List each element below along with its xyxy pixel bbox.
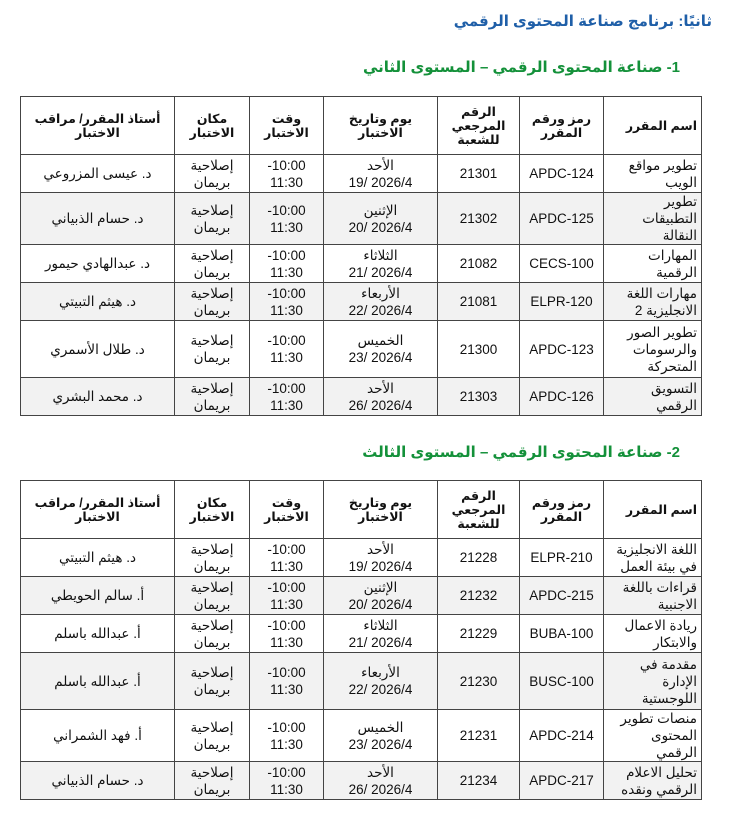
- header-instructor: أستاذ المقرر/ مراقب الاختبار: [21, 97, 175, 155]
- cell-course-code: APDC-126: [520, 378, 604, 416]
- cell-time-end: 11:30: [270, 302, 303, 318]
- cell-date: 21/ 2026/4: [348, 634, 413, 650]
- cell-course-code: APDC-217: [520, 762, 604, 800]
- exam-table-level3: [20, 480, 702, 800]
- cell-time: [250, 710, 324, 762]
- table-row: [21, 710, 702, 762]
- cell-time-end: 11:30: [270, 264, 303, 280]
- cell-date: 26/ 2026/4: [348, 397, 413, 413]
- cell-day: الخميس: [357, 719, 404, 735]
- cell-instructor: د. محمد البشري: [21, 378, 175, 416]
- cell-instructor: أ. فهد الشمراني: [21, 710, 175, 762]
- cell-time-start: -10:00: [267, 665, 306, 680]
- cell-course-name: المهارات الرقمية: [604, 245, 702, 283]
- cell-course-code: APDC-215: [520, 577, 604, 615]
- cell-date: 26/ 2026/4: [348, 781, 413, 797]
- table-row: [21, 321, 702, 378]
- cell-instructor: د. هيثم التبيتي: [21, 283, 175, 321]
- table-row: [21, 378, 702, 416]
- cell-time-start: -10:00: [267, 247, 306, 263]
- cell-course-name: اللغة الانجليزية في بيئة العمل: [604, 539, 702, 577]
- cell-day: الخميس: [357, 333, 404, 348]
- header-day-date: يوم وتاريخ الاختبار: [324, 97, 438, 155]
- cell-course-code: ELPR-120: [520, 283, 604, 321]
- header-course-name: اسم المقرر: [604, 97, 702, 155]
- table-row: [21, 577, 702, 615]
- cell-time: [250, 193, 324, 245]
- section-title: ثانيًا: برنامج صناعة المحتوى الرقمي: [453, 13, 712, 30]
- cell-place: إصلاحية بريمان: [175, 245, 250, 283]
- cell-date: 22/ 2026/4: [348, 302, 413, 318]
- cell-instructor: د. حسام الذبياني: [21, 762, 175, 800]
- cell-place: إصلاحية بريمان: [175, 283, 250, 321]
- cell-course-name: التسويق الرقمي: [604, 378, 702, 416]
- header-ref: الرقم المرجعي للشعبة: [438, 97, 520, 155]
- cell-day-date: [324, 283, 438, 321]
- cell-day-date: [324, 615, 438, 653]
- cell-ref: 21303: [438, 378, 520, 416]
- cell-course-code: APDC-123: [520, 321, 604, 378]
- cell-instructor: د. حسام الذبياني: [21, 193, 175, 245]
- cell-time-start: -10:00: [267, 157, 306, 173]
- header-place: مكان الاختبار: [175, 481, 250, 539]
- cell-ref: 21228: [438, 539, 520, 577]
- cell-course-name: منصات تطوير المحتوى الرقمي: [604, 710, 702, 762]
- cell-date: 23/ 2026/4: [348, 350, 413, 365]
- table-row: [21, 193, 702, 245]
- cell-day-date: [324, 762, 438, 800]
- cell-day-date: [324, 321, 438, 378]
- table-row: [21, 539, 702, 577]
- cell-time-start: -10:00: [267, 333, 306, 348]
- cell-time-start: -10:00: [267, 285, 306, 301]
- cell-place: إصلاحية بريمان: [175, 615, 250, 653]
- cell-time-end: 11:30: [270, 558, 303, 574]
- cell-instructor: أ. عبدالله باسلم: [21, 615, 175, 653]
- table-row: [21, 615, 702, 653]
- table-row: [21, 283, 702, 321]
- cell-day: الإثنين: [363, 579, 398, 595]
- cell-place: إصلاحية بريمان: [175, 378, 250, 416]
- cell-date: 19/ 2026/4: [348, 558, 413, 574]
- cell-instructor: أ. سالم الحويطي: [21, 577, 175, 615]
- cell-course-code: CECS-100: [520, 245, 604, 283]
- cell-date: 22/ 2026/4: [348, 682, 413, 697]
- table-row: [21, 762, 702, 800]
- cell-time: [250, 762, 324, 800]
- cell-time: [250, 155, 324, 193]
- cell-instructor: د. هيثم التبيتي: [21, 539, 175, 577]
- exam-table-level2: [20, 96, 702, 416]
- cell-course-name: مقدمة في الإدارة اللوجستية: [604, 653, 702, 710]
- cell-day: الإثنين: [363, 202, 398, 218]
- cell-instructor: أ. عبدالله باسلم: [21, 653, 175, 710]
- table-header-row: [21, 481, 702, 539]
- cell-day-date: [324, 245, 438, 283]
- cell-time-end: 11:30: [270, 781, 303, 797]
- cell-place: إصلاحية بريمان: [175, 762, 250, 800]
- cell-ref: 21231: [438, 710, 520, 762]
- cell-time-end: 11:30: [270, 174, 303, 190]
- cell-time-start: -10:00: [267, 617, 306, 633]
- cell-time-start: -10:00: [267, 764, 306, 780]
- header-course-code: رمز ورقم المقرر: [520, 97, 604, 155]
- cell-course-code: APDC-125: [520, 193, 604, 245]
- cell-day: الأربعاء: [361, 285, 400, 301]
- cell-instructor: د. طلال الأسمري: [21, 321, 175, 378]
- cell-time: [250, 577, 324, 615]
- cell-ref: 21082: [438, 245, 520, 283]
- cell-ref: 21081: [438, 283, 520, 321]
- table-row: [21, 653, 702, 710]
- cell-course-name: ريادة الاعمال والابتكار: [604, 615, 702, 653]
- cell-place: إصلاحية بريمان: [175, 193, 250, 245]
- cell-time-start: -10:00: [267, 541, 306, 557]
- cell-time: [250, 283, 324, 321]
- header-instructor: أستاذ المقرر/ مراقب الاختبار: [21, 481, 175, 539]
- cell-time-start: -10:00: [267, 579, 306, 595]
- cell-ref: 21300: [438, 321, 520, 378]
- header-ref: الرقم المرجعي للشعبة: [438, 481, 520, 539]
- cell-day: الأحد: [367, 541, 394, 557]
- cell-day-date: [324, 577, 438, 615]
- cell-time-end: 11:30: [270, 397, 303, 413]
- cell-ref: 21301: [438, 155, 520, 193]
- cell-day-date: [324, 378, 438, 416]
- cell-course-name: قراءات باللغة الاجنبية: [604, 577, 702, 615]
- cell-course-code: BUSC-100: [520, 653, 604, 710]
- cell-place: إصلاحية بريمان: [175, 577, 250, 615]
- header-course-code: رمز ورقم المقرر: [520, 481, 604, 539]
- cell-date: 20/ 2026/4: [348, 219, 413, 235]
- cell-day: الأحد: [367, 764, 394, 780]
- cell-course-name: تطوير مواقع الويب: [604, 155, 702, 193]
- header-course-name: اسم المقرر: [604, 481, 702, 539]
- cell-day: الأربعاء: [361, 665, 400, 680]
- cell-day: الثلاثاء: [363, 617, 398, 633]
- header-time: وقت الاختبار: [250, 97, 324, 155]
- cell-day-date: [324, 539, 438, 577]
- cell-time-end: 11:30: [270, 682, 303, 697]
- cell-time-end: 11:30: [270, 736, 303, 752]
- cell-date: 20/ 2026/4: [348, 596, 413, 612]
- cell-ref: 21232: [438, 577, 520, 615]
- cell-place: إصلاحية بريمان: [175, 321, 250, 378]
- cell-ref: 21229: [438, 615, 520, 653]
- level2-title: 1- صناعة المحتوى الرقمي – المستوى الثاني: [362, 59, 680, 76]
- cell-ref: 21230: [438, 653, 520, 710]
- cell-course-name: تطوير الصور والرسومات المتحركة: [604, 321, 702, 378]
- cell-course-code: ELPR-210: [520, 539, 604, 577]
- cell-time-end: 11:30: [270, 596, 303, 612]
- cell-course-name: مهارات اللغة الانجليزية 2: [604, 283, 702, 321]
- cell-time-end: 11:30: [270, 219, 303, 235]
- cell-time: [250, 615, 324, 653]
- cell-course-code: APDC-214: [520, 710, 604, 762]
- cell-course-code: APDC-124: [520, 155, 604, 193]
- cell-instructor: د. عبدالهادي حيمور: [21, 245, 175, 283]
- cell-date: 23/ 2026/4: [348, 736, 413, 752]
- cell-course-name: تحليل الاعلام الرقمي ونقده: [604, 762, 702, 800]
- cell-time: [250, 245, 324, 283]
- cell-day: الأحد: [367, 380, 394, 396]
- cell-place: إصلاحية بريمان: [175, 155, 250, 193]
- cell-time: [250, 321, 324, 378]
- header-time: وقت الاختبار: [250, 481, 324, 539]
- cell-ref: 21234: [438, 762, 520, 800]
- cell-date: 21/ 2026/4: [348, 264, 413, 280]
- cell-place: إصلاحية بريمان: [175, 710, 250, 762]
- cell-day: الثلاثاء: [363, 247, 398, 263]
- cell-time-end: 11:30: [270, 350, 303, 365]
- header-day-date: يوم وتاريخ الاختبار: [324, 481, 438, 539]
- cell-day-date: [324, 155, 438, 193]
- table-row: [21, 245, 702, 283]
- table-row: [21, 155, 702, 193]
- header-place: مكان الاختبار: [175, 97, 250, 155]
- cell-time-start: -10:00: [267, 202, 306, 218]
- cell-time: [250, 539, 324, 577]
- cell-day: الأحد: [367, 157, 394, 173]
- cell-ref: 21302: [438, 193, 520, 245]
- cell-time-start: -10:00: [267, 380, 306, 396]
- cell-time-start: -10:00: [267, 719, 306, 735]
- cell-time: [250, 653, 324, 710]
- cell-instructor: د. عيسى المزروعي: [21, 155, 175, 193]
- cell-day-date: [324, 193, 438, 245]
- cell-day-date: [324, 653, 438, 710]
- cell-time: [250, 378, 324, 416]
- cell-time-end: 11:30: [270, 634, 303, 650]
- cell-place: إصلاحية بريمان: [175, 539, 250, 577]
- cell-day-date: [324, 710, 438, 762]
- table-header-row: [21, 97, 702, 155]
- cell-date: 19/ 2026/4: [348, 174, 413, 190]
- cell-place: إصلاحية بريمان: [175, 653, 250, 710]
- level3-title: 2- صناعة المحتوى الرقمي – المستوى الثالث: [362, 444, 680, 461]
- cell-course-name: تطوير التطبيقات النقالة: [604, 193, 702, 245]
- cell-course-code: BUBA-100: [520, 615, 604, 653]
